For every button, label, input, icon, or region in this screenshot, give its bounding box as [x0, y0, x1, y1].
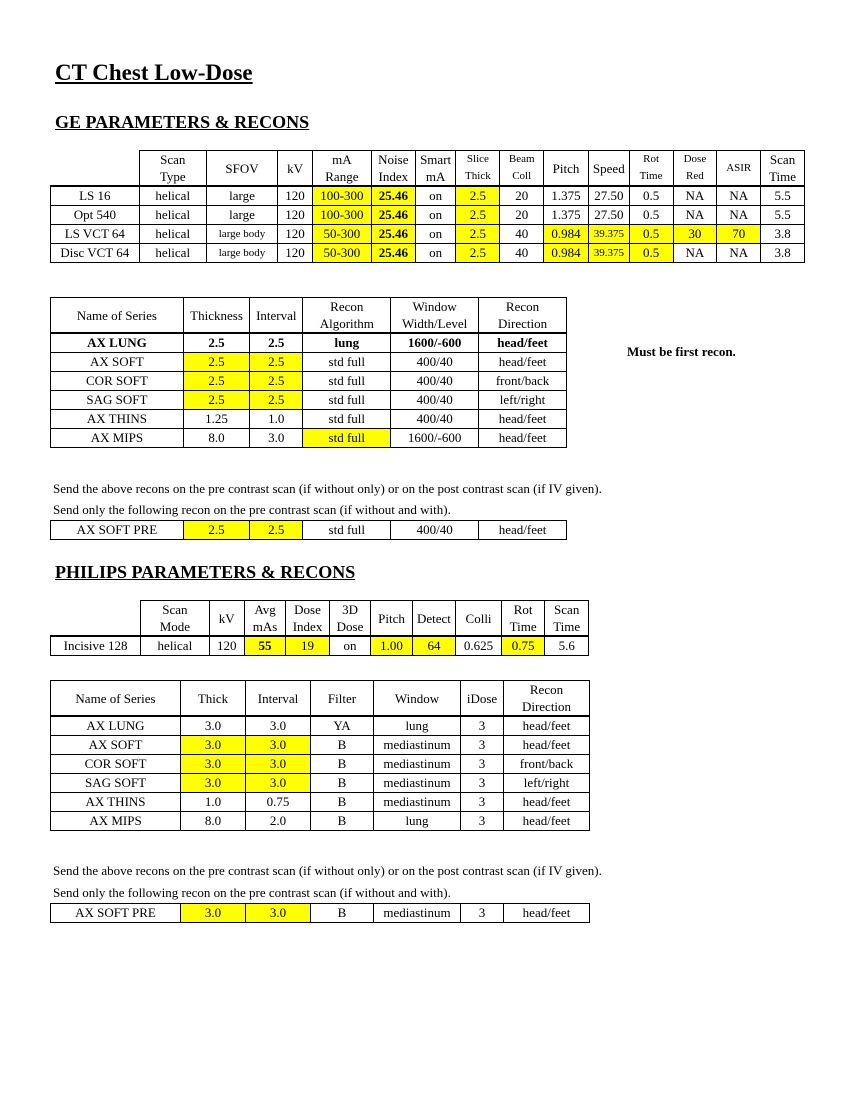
ge-params-cell: 0.5: [629, 244, 673, 263]
ge-params-cell: 120: [278, 206, 313, 225]
ge-params-cell: 0.5: [629, 225, 673, 244]
ge-pre-cell: 2.5: [250, 521, 303, 540]
ge-recons-cell: SAG SOFT: [51, 391, 184, 410]
philips-params-cell: on: [329, 636, 370, 656]
ge-recons-cell: 2.5: [250, 391, 303, 410]
ge-params-row: [51, 244, 805, 263]
ge-params-cell: 25.46: [371, 186, 415, 206]
ge-recons-cell: 400/40: [391, 353, 479, 372]
ge-params-cell: 2.5: [456, 186, 500, 206]
ge-params-corner: [51, 151, 140, 187]
ge-recons-cell: std full: [303, 372, 391, 391]
philips-recons-cell: AX MIPS: [51, 812, 181, 831]
ge-params-cell: 2.5: [456, 206, 500, 225]
ge-params-cell: 5.5: [761, 186, 805, 206]
ge-recons-row: [51, 372, 567, 391]
philips-params-cell: 120: [209, 636, 244, 656]
ge-params-cell: large body: [206, 225, 277, 244]
ge-params-header: kV: [278, 151, 313, 187]
ge-recons-cell: std full: [303, 429, 391, 448]
philips-params-cell: 0.625: [456, 636, 502, 656]
philips-recons-cell: mediastinum: [374, 755, 461, 774]
ge-params-header: Speed: [588, 151, 629, 187]
ge-recons-row: [51, 333, 567, 353]
philips-params-header: Avg mAs: [244, 601, 285, 637]
philips-recons-cell: 3.0: [181, 774, 246, 793]
ge-recons-cell: 2.5: [183, 391, 249, 410]
ge-params-header: Rot Time: [629, 151, 673, 187]
ge-params-cell: 25.46: [371, 225, 415, 244]
ge-params-cell: NA: [717, 206, 761, 225]
philips-recons-cell: AX SOFT: [51, 736, 181, 755]
ge-recons-cell: 3.0: [250, 429, 303, 448]
ge-params-cell: 3.8: [761, 225, 805, 244]
philips-params-cell: 19: [286, 636, 330, 656]
ge-params-cell: 5.5: [761, 206, 805, 225]
ge-recons-cell: 1600/-600: [391, 333, 479, 353]
ge-params-cell: on: [415, 206, 456, 225]
philips-recons-cell: left/right: [504, 774, 590, 793]
ge-recons-cell: std full: [303, 353, 391, 372]
philips-send-only-note: Send only the following recon on the pre contrast scan (if without and with).: [53, 885, 451, 900]
ge-params-cell: 120: [278, 225, 313, 244]
ge-params-header: Pitch: [544, 151, 589, 187]
philips-pre-cell: 3.0: [246, 904, 311, 923]
ge-params-cell: on: [415, 186, 456, 206]
philips-recons-row: [51, 716, 590, 736]
ge-pre-cell: std full: [303, 521, 391, 540]
philips-recons-cell: head/feet: [504, 793, 590, 812]
ge-params-cell: 3.8: [761, 244, 805, 263]
ge-recons-cell: 2.5: [183, 353, 249, 372]
philips-recons-cell: AX LUNG: [51, 716, 181, 736]
ge-recons-cell: 2.5: [250, 353, 303, 372]
ge-params-cell: large: [206, 186, 277, 206]
ge-params-cell: on: [415, 225, 456, 244]
ge-recons-cell: 2.5: [183, 372, 249, 391]
ge-params-header: Smart mA: [415, 151, 456, 187]
ge-recons-cell: AX THINS: [51, 410, 184, 429]
ge-params-cell: 30: [673, 225, 717, 244]
philips-recons-cell: mediastinum: [374, 793, 461, 812]
philips-pre-recon-row: [51, 904, 590, 923]
ge-recons-cell: 1.25: [183, 410, 249, 429]
philips-recons-cell: 3.0: [246, 716, 311, 736]
philips-recons-table: [50, 680, 590, 831]
philips-recons-cell: 8.0: [181, 812, 246, 831]
ge-recons-cell: std full: [303, 391, 391, 410]
ge-recons-cell: AX LUNG: [51, 333, 184, 353]
philips-params-cell: 1.00: [371, 636, 412, 656]
ge-pre-cell: 2.5: [183, 521, 249, 540]
ge-params-cell: Disc VCT 64: [51, 244, 140, 263]
ge-params-cell: 20: [500, 186, 544, 206]
ge-send-only-note: Send only the following recon on the pre contrast scan (if without and with).: [53, 502, 451, 517]
ge-params-cell: 0.5: [629, 186, 673, 206]
philips-recons-cell: 0.75: [246, 793, 311, 812]
ge-params-cell: 39.375: [588, 225, 629, 244]
philips-recons-cell: head/feet: [504, 812, 590, 831]
ge-params-cell: large body: [206, 244, 277, 263]
ge-recons-row: [51, 353, 567, 372]
philips-params-header: Dose Index: [286, 601, 330, 637]
philips-section-heading: PHILIPS PARAMETERS & RECONS: [55, 562, 356, 582]
philips-recons-cell: 3.0: [181, 736, 246, 755]
philips-pre-cell: B: [311, 904, 374, 923]
philips-recons-cell: 3: [461, 774, 504, 793]
philips-recons-cell: 3: [461, 736, 504, 755]
ge-pre-cell: head/feet: [479, 521, 567, 540]
philips-recons-cell: 3.0: [181, 755, 246, 774]
philips-recons-header: Window: [374, 681, 461, 717]
philips-recons-header: Name of Series: [51, 681, 181, 717]
philips-recons-cell: 3: [461, 716, 504, 736]
ge-recons-cell: head/feet: [479, 410, 567, 429]
ge-params-cell: helical: [139, 186, 206, 206]
ge-send-above-note: Send the above recons on the pre contrast scan (if without only) or on the post contrast scan (if IV given).: [53, 481, 602, 496]
ge-params-cell: 25.46: [371, 206, 415, 225]
first-recon-note: Must be first recon.: [627, 344, 736, 359]
ge-recons-cell: 2.5: [183, 333, 249, 353]
ge-params-cell: 100-300: [312, 186, 371, 206]
ge-params-cell: 20: [500, 206, 544, 225]
philips-pre-cell: mediastinum: [374, 904, 461, 923]
ge-recons-header: Window Width/Level: [391, 298, 479, 334]
ge-recons-cell: front/back: [479, 372, 567, 391]
ge-recons-header: Recon Algorithm: [303, 298, 391, 334]
ge-recons-cell: COR SOFT: [51, 372, 184, 391]
ge-params-cell: NA: [717, 244, 761, 263]
ge-params-cell: helical: [139, 244, 206, 263]
philips-recons-cell: AX THINS: [51, 793, 181, 812]
philips-recons-row: [51, 793, 590, 812]
philips-recons-cell: head/feet: [504, 736, 590, 755]
philips-params-header: Pitch: [371, 601, 412, 637]
philips-params-row: [51, 636, 589, 656]
ge-params-cell: Opt 540: [51, 206, 140, 225]
philips-recons-cell: 2.0: [246, 812, 311, 831]
ge-recons-cell: head/feet: [479, 353, 567, 372]
philips-pre-cell: 3.0: [181, 904, 246, 923]
ge-params-row: [51, 206, 805, 225]
ge-params-cell: 50-300: [312, 225, 371, 244]
philips-params-header: Rot Time: [501, 601, 545, 637]
ge-params-cell: 39.375: [588, 244, 629, 263]
ge-params-cell: 2.5: [456, 225, 500, 244]
philips-pre-recon-table: [50, 903, 590, 923]
ge-pre-cell: AX SOFT PRE: [51, 521, 184, 540]
philips-params-cell: helical: [141, 636, 209, 656]
philips-recons-cell: B: [311, 736, 374, 755]
ge-params-cell: 70: [717, 225, 761, 244]
ge-params-cell: 27.50: [588, 186, 629, 206]
philips-params-header: Detect: [412, 601, 456, 637]
ge-params-cell: NA: [673, 206, 717, 225]
philips-recons-cell: 3.0: [181, 716, 246, 736]
philips-recons-cell: 3.0: [246, 774, 311, 793]
ge-params-cell: 50-300: [312, 244, 371, 263]
ge-section-heading: GE PARAMETERS & RECONS: [55, 112, 310, 132]
ge-params-row: [51, 186, 805, 206]
philips-recons-row: [51, 736, 590, 755]
philips-recons-cell: front/back: [504, 755, 590, 774]
philips-recons-cell: 3: [461, 793, 504, 812]
philips-recons-cell: head/feet: [504, 716, 590, 736]
philips-recons-header: iDose: [461, 681, 504, 717]
ge-params-row: [51, 225, 805, 244]
ge-params-cell: 1.375: [544, 206, 589, 225]
ge-recons-row: [51, 391, 567, 410]
philips-recons-cell: SAG SOFT: [51, 774, 181, 793]
ge-recons-cell: std full: [303, 410, 391, 429]
philips-recons-cell: mediastinum: [374, 774, 461, 793]
ge-recons-cell: head/feet: [479, 333, 567, 353]
philips-params-cell: 0.75: [501, 636, 545, 656]
ge-params-header: Noise Index: [371, 151, 415, 187]
ge-params-cell: LS 16: [51, 186, 140, 206]
philips-params-cell: 64: [412, 636, 456, 656]
ge-pre-recon-row: [51, 521, 567, 540]
ge-params-header: Scan Time: [761, 151, 805, 187]
ge-parameters-table: [50, 150, 805, 263]
ge-recons-cell: 400/40: [391, 391, 479, 410]
ge-params-cell: 0.984: [544, 225, 589, 244]
philips-recons-cell: B: [311, 812, 374, 831]
philips-pre-cell: head/feet: [504, 904, 590, 923]
ge-params-cell: 25.46: [371, 244, 415, 263]
ge-recons-cell: 8.0: [183, 429, 249, 448]
ge-recons-row: [51, 429, 567, 448]
ge-recons-cell: AX MIPS: [51, 429, 184, 448]
ge-pre-recon-table: [50, 520, 567, 540]
ge-recons-header-row: [51, 298, 567, 334]
philips-recons-header: Thick: [181, 681, 246, 717]
ge-params-cell: NA: [717, 186, 761, 206]
ge-params-cell: 0.5: [629, 206, 673, 225]
philips-recons-cell: B: [311, 755, 374, 774]
philips-params-cell: 5.6: [545, 636, 589, 656]
ge-params-cell: on: [415, 244, 456, 263]
ge-params-cell: 100-300: [312, 206, 371, 225]
philips-recons-cell: COR SOFT: [51, 755, 181, 774]
ge-recons-row: [51, 410, 567, 429]
philips-params-header-row: [51, 601, 589, 637]
ge-recons-cell: 1.0: [250, 410, 303, 429]
philips-parameters-table: [50, 600, 589, 656]
ge-params-cell: NA: [673, 244, 717, 263]
philips-params-corner: [51, 601, 141, 637]
philips-recons-cell: B: [311, 793, 374, 812]
ge-params-cell: helical: [139, 206, 206, 225]
ge-params-header-row: [51, 151, 805, 187]
ge-recons-header: Interval: [250, 298, 303, 334]
ge-params-cell: LS VCT 64: [51, 225, 140, 244]
philips-params-cell: Incisive 128: [51, 636, 141, 656]
ge-params-header: mA Range: [312, 151, 371, 187]
ge-recons-header: Recon Direction: [479, 298, 567, 334]
ge-params-header: Slice Thick: [456, 151, 500, 187]
philips-params-header: kV: [209, 601, 244, 637]
ge-recons-cell: 1600/-600: [391, 429, 479, 448]
philips-params-header: Colli: [456, 601, 502, 637]
ge-recons-cell: AX SOFT: [51, 353, 184, 372]
philips-params-cell: 55: [244, 636, 285, 656]
philips-pre-cell: AX SOFT PRE: [51, 904, 181, 923]
ge-params-cell: large: [206, 206, 277, 225]
philips-recons-cell: 3.0: [246, 736, 311, 755]
philips-recons-cell: mediastinum: [374, 736, 461, 755]
philips-send-above-note: Send the above recons on the pre contrast scan (if without only) or on the post contrast scan (if IV given).: [53, 863, 602, 878]
ge-params-cell: 40: [500, 225, 544, 244]
philips-recons-row: [51, 755, 590, 774]
ge-params-header: Dose Red: [673, 151, 717, 187]
ge-recons-table: [50, 297, 567, 448]
philips-recons-row: [51, 812, 590, 831]
ge-params-cell: 2.5: [456, 244, 500, 263]
philips-params-header: Scan Time: [545, 601, 589, 637]
philips-recons-cell: 3: [461, 812, 504, 831]
philips-recons-cell: 1.0: [181, 793, 246, 812]
ge-params-header: ASIR: [717, 151, 761, 187]
philips-recons-cell: 3.0: [246, 755, 311, 774]
ge-pre-cell: 400/40: [391, 521, 479, 540]
philips-recons-header: Interval: [246, 681, 311, 717]
philips-recons-cell: lung: [374, 716, 461, 736]
philips-recons-cell: 3: [461, 755, 504, 774]
philips-recons-row: [51, 774, 590, 793]
ge-params-header: Beam Coll: [500, 151, 544, 187]
philips-recons-cell: YA: [311, 716, 374, 736]
ge-recons-cell: head/feet: [479, 429, 567, 448]
ge-recons-cell: left/right: [479, 391, 567, 410]
ge-params-cell: 27.50: [588, 206, 629, 225]
ge-recons-cell: 2.5: [250, 372, 303, 391]
ge-params-cell: 1.375: [544, 186, 589, 206]
philips-params-header: 3D Dose: [329, 601, 370, 637]
philips-recons-cell: lung: [374, 812, 461, 831]
philips-pre-cell: 3: [461, 904, 504, 923]
philips-recons-header: Filter: [311, 681, 374, 717]
ge-params-cell: 40: [500, 244, 544, 263]
philips-params-header: Scan Mode: [141, 601, 209, 637]
ge-recons-header: Thickness: [183, 298, 249, 334]
ge-recons-cell: 400/40: [391, 410, 479, 429]
ge-params-cell: NA: [673, 186, 717, 206]
philips-recons-cell: B: [311, 774, 374, 793]
ge-recons-cell: 2.5: [250, 333, 303, 353]
ge-recons-cell: 400/40: [391, 372, 479, 391]
ge-recons-cell: lung: [303, 333, 391, 353]
ge-params-header: Scan Type: [139, 151, 206, 187]
ge-params-cell: 120: [278, 186, 313, 206]
ge-params-cell: helical: [139, 225, 206, 244]
ge-params-header: SFOV: [206, 151, 277, 187]
philips-recons-header-row: [51, 681, 590, 717]
philips-recons-header: Recon Direction: [504, 681, 590, 717]
ge-recons-header: Name of Series: [51, 298, 184, 334]
ge-params-cell: 120: [278, 244, 313, 263]
ge-params-cell: 0.984: [544, 244, 589, 263]
page-title: CT Chest Low-Dose: [55, 60, 253, 85]
